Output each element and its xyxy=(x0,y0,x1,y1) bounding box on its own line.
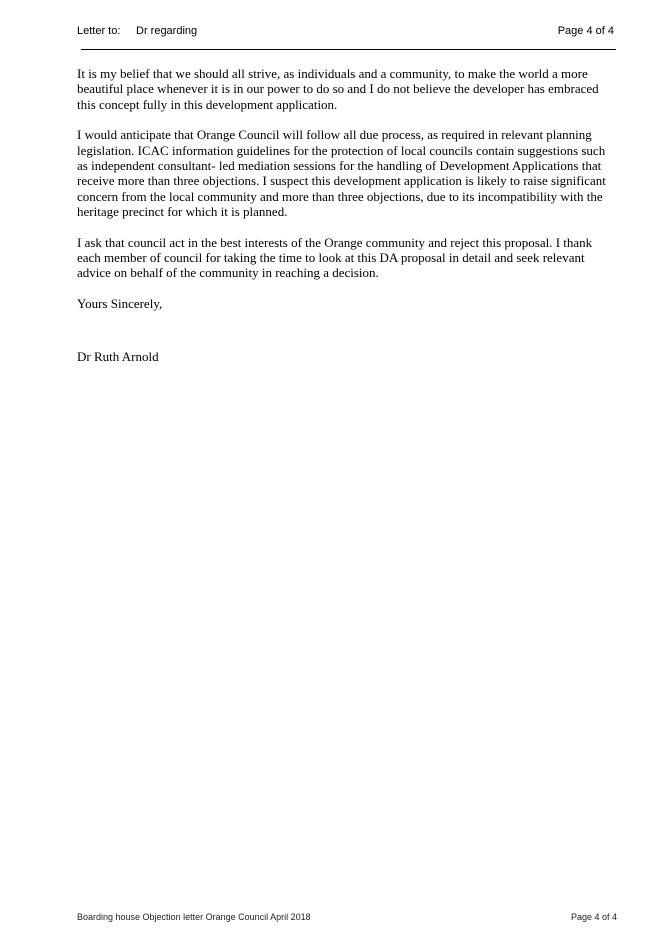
letter-to-value: Dr regarding xyxy=(136,25,198,37)
footer-document-title: Boarding house Objection letter Orange Council April 2018 xyxy=(77,912,311,922)
closing-salutation: Yours Sincerely, xyxy=(77,296,163,312)
signature-name: Dr Ruth Arnold xyxy=(77,349,159,364)
footer-page-number: Page 4 of 4 xyxy=(570,912,617,922)
letter-to-label: Letter to: xyxy=(77,25,121,37)
body-paragraph-3: I ask that council act in the best interests of the Orange community and reject this proposal. I thank each member of council for taking the time to look at this DA proposal in detail and seek relevant advice on behalf of the community in reaching a decision. xyxy=(77,234,593,281)
body-paragraph-2: I would anticipate that Orange Council will follow all due process, as required in relevant planning legislation. ICAC information guidelines for the protection of local councils contain suggestions such as independent consultant- led mediation sessions for the handling of Development Applications that receive more than three objections. I suspect this development application is likely to raise significant concern from the local community and more than three objections, due to its incompatibility with the heritage precinct for which it is planned. xyxy=(77,127,606,219)
page-header xyxy=(77,24,614,40)
body-paragraph-1: It is my belief that we should all strive, as individuals and a community, to make the world a more beautiful place whenever it is in our power to do so and I do not believe the developer has embraced this concept fully in this development application. xyxy=(77,66,599,112)
page-footer xyxy=(77,911,617,925)
header-page-number: Page 4 of 4 xyxy=(557,25,614,37)
letter-body xyxy=(77,66,617,311)
header-divider xyxy=(81,49,616,50)
